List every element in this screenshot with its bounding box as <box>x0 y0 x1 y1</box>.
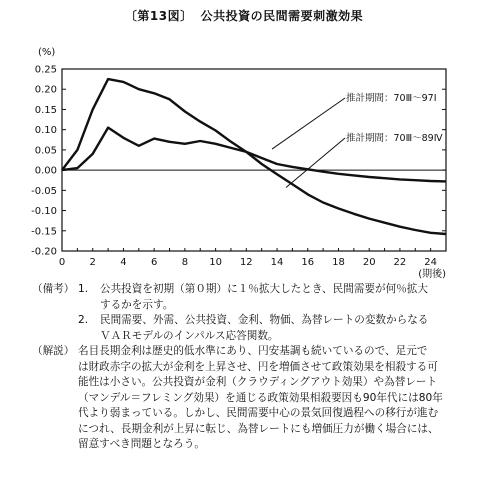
x-tick-label: 6 <box>150 257 158 268</box>
y-tick-label: 0.15 <box>34 104 57 116</box>
note-row-1 <box>32 282 472 313</box>
y-tick-label: 0.20 <box>34 84 57 96</box>
note-number-1: 1. <box>78 283 89 295</box>
kaisetsu-line: 留意すべき問題となろう。 <box>78 438 205 450</box>
kaisetsu-row <box>32 344 472 453</box>
x-tick-label: 24 <box>424 257 438 268</box>
x-tick-label: 2 <box>89 257 96 268</box>
x-tick-label: 18 <box>332 257 345 268</box>
x-axis-label: (期後) <box>418 269 446 280</box>
note-line: するかを示す。 <box>100 298 174 311</box>
kaisetsu-label: （解説） <box>32 345 75 357</box>
y-axis-label: (%) <box>38 47 56 58</box>
figure-tag: 〔第13図〕 <box>124 9 193 23</box>
kaisetsu-line: につれ、長期金利が上昇に転じ、為替レートにも増価圧力が働く場合には、 <box>78 422 439 435</box>
note-line: 公共投資を初期（第０期）に１％拡大したとき、民間需要が何％拡大 <box>100 283 428 295</box>
y-tick-label: -0.15 <box>31 226 57 238</box>
x-tick-label: 0 <box>58 257 66 268</box>
x-tick-label: 10 <box>209 257 222 268</box>
annotation-label-2: 推計期間：70Ⅲ～89Ⅳ <box>346 133 443 144</box>
y-tick-label: 0.05 <box>34 145 57 157</box>
chart-annotations <box>272 92 443 188</box>
annotation-label-1: 推計期間：70Ⅲ～97Ⅰ <box>346 93 437 104</box>
note-line: ＶＡＲモデルのインパルス応答関数。 <box>100 329 279 342</box>
x-tick-label: 4 <box>120 257 127 268</box>
x-tick-label: 8 <box>181 257 189 268</box>
x-tick-label: 22 <box>393 257 407 268</box>
y-tick-label: -0.10 <box>31 206 57 218</box>
x-tick-label: 14 <box>270 257 284 268</box>
note-text-1 <box>100 282 472 313</box>
x-tick-label: 20 <box>362 257 376 268</box>
note-text-2 <box>100 313 472 344</box>
notes-block <box>32 282 472 453</box>
note-number-2: 2. <box>78 314 89 326</box>
y-tick-label: 0.00 <box>34 165 57 177</box>
y-tick-label: -0.05 <box>31 185 57 197</box>
annotation-leader-2 <box>286 138 345 188</box>
figure-title-text: 公共投資の民間需要刺激効果 <box>200 9 364 23</box>
kaisetsu-line: 名目長期金利は歴史的低水準にあり、円安基調も続いているので、足元で <box>78 345 428 357</box>
bikou-label: （備考） <box>32 283 75 295</box>
kaisetsu-line: 能性は小さい。公共投資が金利（クラウディングアウト効果）や為替レート <box>78 376 438 388</box>
x-tick-label: 16 <box>301 257 315 268</box>
kaisetsu-line: （マンデル＝フレミング効果）を通じる政策効果相殺要因も90年代には80年 <box>78 391 443 404</box>
kaisetsu-line: は財政赤字の拡大が金利を上昇させ、円を増価させて政策効果を相殺する可 <box>78 360 438 373</box>
x-tick-label: 12 <box>239 257 253 268</box>
y-tick-label: 0.25 <box>34 64 57 76</box>
y-tick-label: -0.20 <box>31 246 57 258</box>
note-row-2 <box>32 313 472 344</box>
kaisetsu-text <box>78 344 472 453</box>
kaisetsu-line: 代より弱まっている。しかし、民間需要中心の景気回復過程への移行が進む <box>78 407 439 419</box>
annotation-leader-1 <box>272 98 345 149</box>
y-tick-label: 0.10 <box>34 125 57 137</box>
chart-axes <box>31 47 446 280</box>
note-line: 民間需要、外需、公共投資、金利、物価、為替レートの変数からなる <box>100 314 429 326</box>
